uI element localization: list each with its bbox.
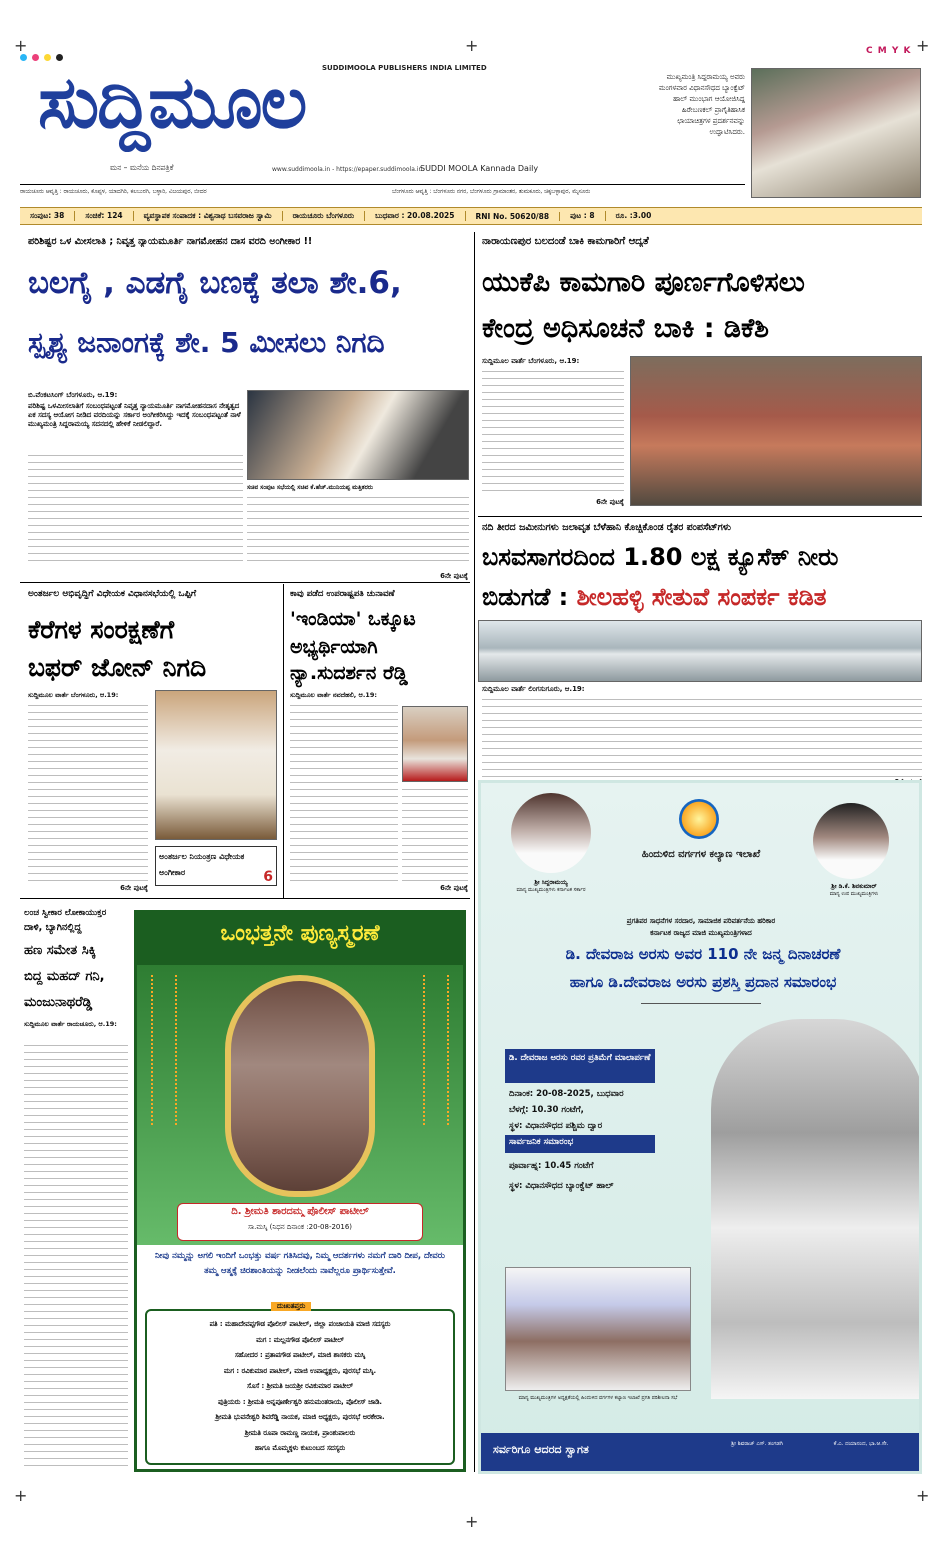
masthead-logo: ಸುದ್ದಿಮೂಲ (38, 60, 306, 144)
griever-2: ಮಗ : ಮಲ್ಲನಗೌಡ ಪೊಲೀಸ್ ಪಾಟೀಲ್ (256, 1335, 344, 1344)
karnataka-emblem-icon (679, 799, 719, 839)
left-rule-2 (20, 898, 470, 899)
ad-title-1: ಡಿ. ದೇವರಾಜ ಅರಸು ಅವರ 110 ನೇ ಜನ್ಮ ದಿನಾಚರಣೆ (565, 945, 841, 963)
story2-headline-1: ಯುಕೆಪಿ ಕಾಮಗಾರಿ ಪೂರ್ಣಗೊಳಿಸಲು (482, 267, 805, 298)
masthead-tagline: ಮನ – ಮನೆಯ ದಿನಪತ್ರಿಕೆ (110, 163, 174, 172)
editor: ವ್ಯವಸ್ಥಾಪಕ ಸಂಪಾದಕ : ವಿಶ್ವನಾಥ ಬಸವರಾಜ ಸ್ವಾಮಿ (134, 211, 283, 221)
story1-kicker: ಪರಿಶಿಷ್ಟರ ಒಳ ಮೀಸಲಾತಿ ; ನಿವೃತ್ತ ನ್ಯಾಯಮೂರ್ತಿ ನಾಗಮೋಹನ ದಾಸ ವರದಿ ಅಂಗೀಕಾರ !! (28, 236, 313, 247)
registration-mark-bottom-center: + (465, 1512, 479, 1531)
story1-continued[interactable]: 6ನೇ ಪುಟಕ್ಕೆ (440, 572, 468, 580)
story3-photo (478, 620, 922, 682)
top-photo (751, 68, 921, 198)
date: ಬುಧವಾರ : 20.08.2025 (365, 211, 465, 221)
editions-rule (20, 184, 745, 185)
registration-mark-left: + (14, 36, 28, 55)
english-name: SUDDI MOOLA Kannada Daily (420, 164, 539, 173)
griever-1: ಪತಿ : ಮಹಾದೇವಪ್ಪಗೌಡ ಪೊಲೀಸ್ ಪಾಟೀಲ್, ಜಿಲ್ಲಾ ಪಂಚಾಯತಿ ಮಾಜಿ ಸದಸ್ಯರು (209, 1320, 391, 1328)
griever-4: ಮಗ : ರವಿಕುಮಾರ ಪಾಟೀಲ್, ಮಾಜಿ ಉಪಾಧ್ಯಕ್ಷರು, ಪುರಸಭೆ ಮಸ್ಕಿ. (223, 1366, 377, 1375)
story4-body (28, 702, 148, 882)
story5-headline-2: ಅಭ್ಯರ್ಥಿಯಾಗಿ (290, 636, 378, 658)
event2-time: ಪೂರ್ವಾಹ್ನ: 10.45 ಗಂಟೆಗೆ (509, 1161, 594, 1171)
website-link[interactable]: www.suddimoola.in - https://epaper.suddimoola.in (272, 166, 423, 173)
publisher-name: SUDDIMOOLA PUBLISHERS INDIA LIMITED (322, 64, 487, 72)
memorial-title: ಒಂಭತ್ತನೇ ಪುಣ್ಯಸ್ಮರಣೆ (220, 921, 380, 946)
story2-byline: ಸುದ್ದಿಮೂಲ ವಾರ್ತೆ ಬೆಂಗಳೂರು, ಆ.19: (482, 357, 580, 365)
story3-headline-2b: ಶೀಲಹಳ್ಳಿ ಸೇತುವೆ ಸಂಪರ್ಕ ಕಡಿತ (576, 583, 827, 611)
story1-byline: ಬಿ.ವೆಂಕಟಸಿಂಗ್ ಬೆಂಗಳೂರು, ಆ.19: (28, 391, 118, 399)
event2-title: ಸಾರ್ವಜನಿಕ ಸಮಾರಂಭ (509, 1137, 574, 1147)
story2-rule (478, 516, 922, 517)
event1-title: ಡಿ. ದೇವರಾಜ ಅರಸು ರವರ ಪ್ರತಿಮೆಗೆ ಮಾಲಾರ್ಪಣೆ (509, 1053, 651, 1063)
cm-name: ಶ್ರೀ ಸಿದ್ದರಾಮಯ್ಯ (534, 879, 568, 886)
story5-headline-3: ನ್ಯಾ.ಸುದರ್ಶನ ರೆಡ್ಡಿ (290, 662, 408, 684)
story6-head-c: ಹಣ ಸಮೇತ ಸಿಕ್ಕಿ (24, 943, 96, 958)
griever-5: ಸೊಸೆ : ಶ್ರೀಮತಿ ಜಯಶ್ರೀ ರವಿಕುಮಾರ ಪಾಟೀಲ್ (247, 1382, 353, 1390)
dcm-portrait (813, 803, 889, 879)
griever-6: ಪುತ್ರಿಯರು : ಶ್ರೀಮತಿ ಅನ್ನಪೂರ್ಣೇಶ್ವರಿ ಹನುಮಂತರಾಯ, ಪೊಲೀಸ್ ಜಾಡಿ. (218, 1397, 382, 1406)
bangalore-edition-text: ಬೆಂಗಳೂರು ಆವೃತ್ತಿ : ಬೆಂಗಳೂರು ನಗರ, ಬೆಂಗಳೂರು ಗ್ರಾಮಾಂತರ, ತುಮಕೂರು, ಚಿಕ್ಕಬಳ್ಳಾಪುರ, ಮೈಸೂರು (392, 189, 591, 195)
registration-mark-right: + (916, 36, 930, 55)
story5-continued[interactable]: 6ನೇ ಪುಟಕ್ಕೆ (440, 884, 468, 892)
story1-photo-caption: ಸಚಿವ ಸಂಪುಟ ಸಭೆಯಲ್ಲಿ ಸಚಿವ ಕೆ.ಹೆಚ್.ಮುನಿಯಪ್ಪ ಮತ್ತಿತರರು (247, 484, 373, 491)
story5-byline: ಸುದ್ದಿಮೂಲ ವಾರ್ತೆ ನವದೆಹಲಿ, ಆ.19: (290, 691, 377, 699)
story5-photo (402, 706, 468, 782)
event2-place: ಸ್ಥಳ: ವಿಧಾನಸೌಧದ ಬ್ಯಾಂಕ್ವೆಟ್ ಹಾಲ್ (509, 1181, 614, 1191)
cmyk-label: C M Y K (866, 46, 912, 56)
story3-kicker: ನದಿ ತೀರದ ಜಮೀನುಗಳು ಜಲಾವೃತ ಬೆಳೆಹಾನಿ ಕೊಚ್ಚಿಕೊಂಡ ರೈತರ ಪಂಪಸೆಟ್‌ಗಳು (482, 522, 731, 533)
event1-place: ಸ್ಥಳ: ವಿಧಾನಸೌಧದ ಪಶ್ಚಿಮ ದ್ವಾರ (509, 1121, 603, 1131)
top-photo-caption: ಮುಖ್ಯಮಂತ್ರಿ ಸಿದ್ದರಾಮಯ್ಯ ಅವರು ಮಂಗಳವಾರ ವಿಧಾನಸೌಧದ ಬ್ಯಾಂಕ್ವೆಟ್ ಹಾಲ್ ಮುಂಭಾಗ ಆಯೋಜಿಸಿದ್ದ ಹಿರೇಬಣಕಲ್ ಪ್ರಾಗೈತಿಹಾಸಿಕ ಛಾಯಾಚಿತ್ರಗಳ ಪ್ರದರ್ಶನವನ್ನು ಉದ್ಘಾಟಿಸಿದರು. (658, 73, 745, 136)
story4-box (155, 846, 277, 886)
minister-name: ಶ್ರೀ ಶಿವರಾಜ್ ಎಸ್. ತಂಗಡಗಿ (731, 1441, 783, 1447)
cm-role: ಮಾನ್ಯ ಮುಖ್ಯಮಂತ್ರಿಗಳು ಕರ್ನಾಟಕ ಸರ್ಕಾರ (516, 887, 586, 893)
story1-headline-2: ಸ್ಪೃಶ್ಯ ಜನಾಂಗಕ್ಕೆ ಶೇ. 5 ಮೀಸಲು ನಿಗದಿ (28, 326, 385, 359)
story5-kicker: ಕಾವು ಪಡೆದ ಉಪರಾಷ್ಟ್ರಪತಿ ಚುನಾವಣೆ (290, 589, 395, 599)
story4-photo (155, 690, 277, 840)
story3-headline-2 (482, 576, 922, 618)
grievers-label: ದುಃಖತಪ್ತರು (271, 1302, 311, 1311)
story1-photo (247, 390, 469, 480)
cities: ರಾಯಚೂರು ಬೆಂಗಳೂರು (283, 211, 366, 221)
price: ರೂ. :3.00 (615, 211, 652, 220)
story1-body (28, 452, 243, 566)
memorial-ad (134, 910, 466, 1472)
pages: ಪುಟ : 8 (560, 211, 605, 221)
editions-text: ರಾಯಚೂರು ಆವೃತ್ತಿ : ರಾಯಚೂರು, ಕೊಪ್ಪಳ, ಯಾದಗಿರಿ, ಕಲಬುರಗಿ, ಬಳ್ಳಾರಿ, ವಿಜಯಪುರ, ಬೀದರ (20, 189, 207, 195)
story2-kicker: ನಾರಾಯಣಪುರ ಬಲದಂಡೆ ಬಾಕಿ ಕಾಮಗಾರಿಗೆ ಆದ್ಯತೆ (482, 236, 649, 247)
story6-byline: ಸುದ್ದಿಮೂಲ ವಾರ್ತೆ ರಾಯಚೂರು, ಆ.19: (24, 1020, 117, 1028)
story3-byline: ಸುದ್ದಿಮೂಲ ವಾರ್ತೆ ಲಿಂಗಸುಗೂರು, ಆ.19: (482, 685, 585, 693)
ad-title-2: ಹಾಗೂ ಡಿ.ದೇವರಾಜ ಅರಸು ಪ್ರಶಸ್ತಿ ಪ್ರದಾನ ಸಮಾರಂಭ (569, 973, 837, 991)
story6-head-b: ದಾಳಿ, ಬ್ಯಾಗಿನಲ್ಲಿದ್ದ (24, 922, 82, 933)
registration-mark-top: + (465, 36, 479, 55)
story2-body (482, 368, 624, 496)
event1-time: ಬೆಳಗ್ಗೆ: 10.30 ಗಂಟೆಗೆ, (509, 1105, 584, 1115)
story6-head-d: ಬಿದ್ದ ಮಹದ್ ಗನಿ, (24, 969, 105, 984)
lamp-left-icon (151, 975, 177, 1125)
story1-headline-1: ಬಲಗೈ , ಎಡಗೈ ಬಣಕ್ಕೆ ತಲಾ ಶೇ.6, (28, 265, 402, 301)
meeting-photo-caption: ಮಾನ್ಯ ಮುಖ್ಯಮಂತ್ರಿಗಳ ಅಧ್ಯಕ್ಷತೆಯಲ್ಲಿ ಹಿಂದುಳಿದ ವರ್ಗಗಳ ಕಲ್ಯಾಣ ಇಲಾಖೆ ಪ್ರಗತಿ ಪರಿಶೀಲನಾ ಸಭೆ (518, 1395, 678, 1401)
registration-mark-bottom-left: + (14, 1486, 28, 1505)
issue: ಸಂಚಿಕೆ: 124 (75, 211, 133, 221)
ad-intro-2: ಕರ್ನಾಟಕ ರಾಜ್ಯದ ಮಾಜಿ ಮುಖ್ಯಮಂತ್ರಿಗಳಾದ (650, 929, 752, 937)
grievers-list (151, 1317, 449, 1457)
secretary-name: ಕೆ.ಎ. ದಯಾನಂದ, ಭಾ.ಆ.ಸೇ. (833, 1441, 889, 1447)
story5-body-right (402, 786, 468, 882)
story3-headline-2a: ಬಿಡುಗಡೆ : (482, 583, 577, 611)
story4-continued[interactable]: 6ನೇ ಪುಟಕ್ಕೆ (120, 884, 148, 892)
story2-continued[interactable]: 6ನೇ ಪುಟಕ್ಕೆ (596, 498, 624, 506)
devaraj-ad (478, 780, 922, 1474)
meeting-photo (505, 1267, 691, 1391)
dept-name: ಹಿಂದುಳಿದ ವರ್ಗಗಳ ಕಲ್ಯಾಣ ಇಲಾಖೆ (641, 849, 761, 860)
lamp-right-icon (423, 975, 449, 1125)
mid-divider (283, 584, 284, 898)
story5-body (290, 702, 398, 882)
column-divider (474, 232, 475, 1472)
memorial-portrait (225, 975, 375, 1197)
registration-mark-bottom-right: + (916, 1486, 930, 1505)
story3-headline-1: ಬಸವಸಾಗರದಿಂದ 1.80 ಲಕ್ಷ ಕ್ಯೂಸೆಕ್ ನೀರು (482, 543, 839, 571)
griever-3: ಸಹೋದರ : ಪ್ರತಾಪಗೌಡ ಪಾಟೀಲ್, ಮಾಜಿ ಶಾಸಕರು ಮಸ್ಕಿ (234, 1351, 366, 1359)
griever-8: ಶ್ರೀಮತಿ ರೂಪಾ ರಾಮಣ್ಣ ನಾಯಕ, ಪ್ರಾಂಶುಪಾಲರು (244, 1428, 356, 1437)
story3-body (482, 696, 922, 778)
memorial-message: ನೀವು ನಮ್ಮನ್ನು ಅಗಲಿ ಇಂದಿಗೆ ಒಂಭತ್ತು ವರ್ಷ ಗತಿಸಿದವು, ನಿಮ್ಮ ಆದರ್ಶಗಳು ನಮಗೆ ದಾರಿ ದೀಪ, ದೇವರು ತಮ್ಮ ಆತ್ಮಕ್ಕೆ ಚಿರಶಾಂತಿಯನ್ನು ನೀಡಲೆಂದು ನಾವೆಲ್ಲರೂ ಪ್ರಾರ್ಥಿಸುತ್ತೇವೆ. (155, 1251, 445, 1276)
story6-body (24, 1042, 128, 1472)
urs-portrait (711, 1019, 922, 1399)
story4-box-page: 6 (263, 869, 273, 885)
griever-9: ಹಾಗೂ ಮೊಮ್ಮಕ್ಕಳು ಕುಟುಂಬದ ಸದಸ್ಯರು (254, 1444, 346, 1452)
volume: ಸಂಪುಟ: 38 (20, 211, 75, 221)
rni: RNI No. 50620/88 (466, 212, 561, 221)
memorial-date: ಸಾ.ಮಸ್ಕಿ (ನಿಧನ ದಿನಾಂಕ :20-08-2016) (247, 1223, 353, 1231)
dcm-name: ಶ್ರೀ ಡಿ.ಕೆ. ಶಿವಕುಮಾರ್ (831, 883, 877, 890)
story2-headline-2: ಕೇಂದ್ರ ಅಧಿಸೂಚನೆ ಬಾಕಿ : ಡಿಕೆಶಿ (482, 313, 769, 344)
story4-headline-1: ಕೆರೆಗಳ ಸಂರಕ್ಷಣೆಗೆ (28, 615, 175, 644)
story4-headline-2: ಬಫರ್ ಜೋನ್ ನಿಗದಿ (28, 653, 207, 682)
left-rule-1 (20, 582, 470, 583)
story6-head-e: ಮಂಜುನಾಥರೆಡ್ಡಿ (24, 995, 93, 1010)
info-bar (20, 207, 922, 225)
story4-byline: ಸುದ್ದಿಮೂಲ ವಾರ್ತೆ ಬೆಂಗಳೂರು, ಆ.19: (28, 691, 119, 699)
story2-photo (630, 356, 922, 506)
griever-7: ಶ್ರೀಮತಿ ಭುವನೇಶ್ವರಿ ಶಿವರೆಡ್ಡಿ ನಾಯಕ, ಮಾಜಿ ಅಧ್ಯಕ್ಷರು, ಪುರಸಭೆ ಅರಕೇರಾ. (215, 1413, 385, 1421)
story1-lead: ಪರಿಶಿಷ್ಟ ಒಳಮೀಸಲಾತಿಗೆ ಸಂಬಂಧಪಟ್ಟಂತೆ ನಿವೃತ್ತ ನ್ಯಾಯಮೂರ್ತಿ ನಾಗಮೋಹನದಾಸ ನೇತೃತ್ವದ ಏಕ ಸದಸ್ಯ ಆಯೋಗ ನೀಡಿದ ವರದಿಯನ್ನು ಸರ್ಕಾರ ಅಂಗೀಕರಿಸಿದ್ದು ಇದಕ್ಕೆ ಸಂಬಂಧಪಟ್ಟಂತೆ ನಾಳೆ ಮುಖ್ಯಮಂತ್ರಿ ಸಿದ್ದರಾಮಯ್ಯ ಸದನದಲ್ಲಿ ಹೇಳಿಕೆ ನೀಡಲಿದ್ದಾರೆ. (28, 402, 241, 428)
event1-date: ದಿನಾಂಕ: 20-08-2025, ಬುಧವಾರ (509, 1089, 624, 1099)
ornament-divider (641, 1003, 761, 1004)
story4-box-text: ಅಂತರ್ಜಲ ನಿಯಂತ್ರಣ ವಿಧೇಯಕ ಅಂಗೀಕಾರ (159, 852, 245, 877)
dcm-role: ಮಾನ್ಯ ಉಪ ಮುಖ್ಯಮಂತ್ರಿಗಳು (829, 891, 879, 897)
cm-portrait (511, 793, 591, 873)
story5-headline-1: 'ಇಂಡಿಯಾ' ಒಕ್ಕೂಟ (290, 608, 416, 630)
story4-kicker: ಅಂತರ್ಜಲ ಅಭಿವೃದ್ಧಿಗೆ ವಿಧೇಯಕ ವಿಧಾನಸಭೆಯಲ್ಲಿ ಒಪ್ಪಿಗೆ (28, 589, 197, 599)
ad-intro-1: ಪ್ರಗತಿಪರ ಸಾಧನೆಗಳ ಸರದಾರ, ಸಾಮಾಜಿಕ ಪರಿವರ್ತನೆಯ ಹರಿಕಾರ (626, 917, 776, 925)
story6-head-a: ಲಂಚ ಸ್ವೀಕಾರ ಲೋಕಾಯುಕ್ತರ (24, 908, 107, 918)
welcome-text: ಸರ್ವರಿಗೂ ಆದರದ ಸ್ವಾಗತ (493, 1443, 589, 1456)
story1-body-right (247, 494, 469, 566)
memorial-name: ದಿ. ಶ್ರೀಮತಿ ಶಾರದಮ್ಮ ಪೊಲೀಸ್ ಪಾಟೀಲ್ (231, 1206, 369, 1217)
